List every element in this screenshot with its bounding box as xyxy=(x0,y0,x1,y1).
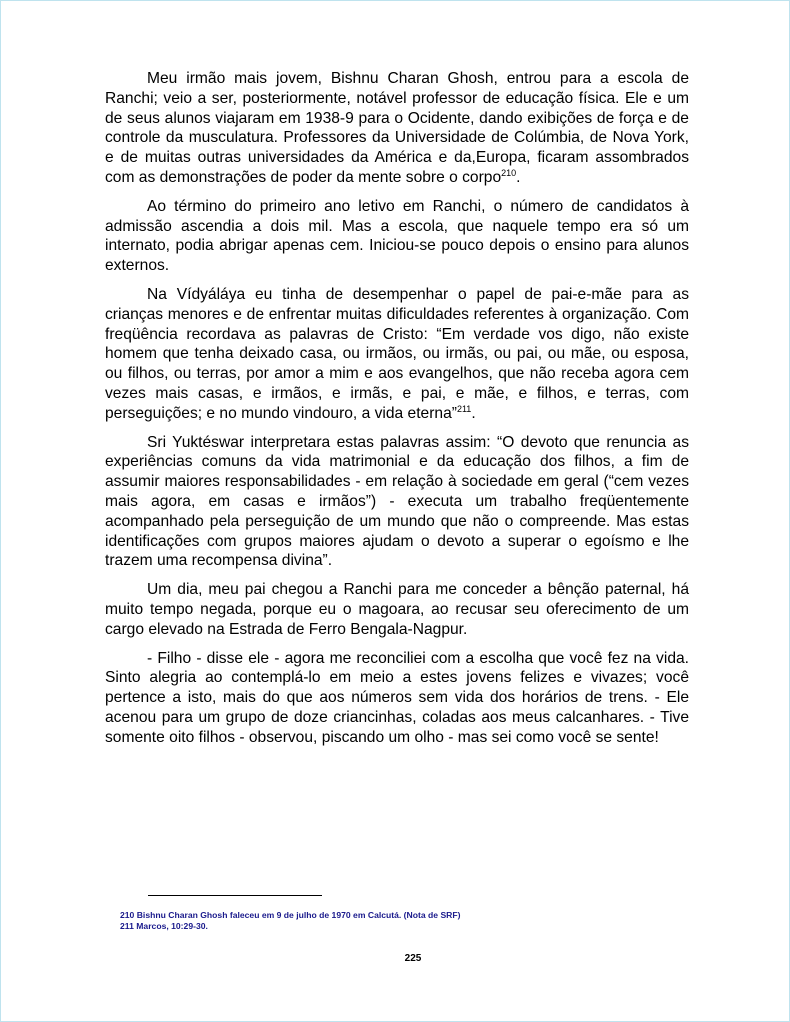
paragraph: Na Vídyáláya eu tinha de desempenhar o papel de pai-e-mãe para as crianças menores e de enfrentar muitas dificuldades referentes à organização. Com freqüência recordava as palavras de Cristo: “Em verdade vos digo, não existe homem que tenha deixado casa, ou irmãos, ou irmãs, ou pai, ou mãe, ou esposa, ou filhos, ou terras, por amor a mim e aos evangelhos, que não receba agora cem vezes mais casas, e irmãos, e irmãs, e pai, e mãe, e filhos, e terras, com perseguições; e no mundo vindouro, a vida eterna”$^{211}$. xyxy=(105,285,689,422)
body-text xyxy=(105,69,689,757)
paragraph: Ao término do primeiro ano letivo em Ranchi, o número de candidatos à admissão ascendia a dois mil. Mas a escola, que naquele tempo era só um internato, podia abrigar apenas cem. Iniciou-se pouco depois o ensino para alunos externos. xyxy=(105,197,689,275)
footnote-divider xyxy=(148,895,322,896)
paragraph: Um dia, meu pai chegou a Ranchi para me conceder a bênção paternal, há muito tempo negada, porque eu o magoara, ao recusar seu oferecimento de um cargo elevado na Estrada de Ferro Bengala-Nagpur. xyxy=(105,581,689,638)
footnote: 210 Bishnu Charan Ghosh faleceu em 9 de julho de 1970 em Calcutá. (Nota de SRF) xyxy=(120,910,461,920)
footnote: 211 Marcos, 10:29-30. xyxy=(120,921,208,931)
paragraph: - Filho - disse ele - agora me reconciliei com a escolha que você fez na vida. Sinto alegria ao contemplá-lo em meio a estes jovens felizes e vivazes; você pertence a isto, mais do que aos números sem vida dos horários de trens. - Ele acenou para um grupo de doze criancinhas, coladas aos meus calcanhares. - Tive somente oito filhos - observou, piscando um olho - mas sei como você se sente! xyxy=(105,649,689,746)
paragraph: Meu irmão mais jovem, Bishnu Charan Ghosh, entrou para a escola de Ranchi; veio a ser, posteriormente, notável professor de educação física. Ele e um de seus alunos viajaram em 1938-9 para o Ocidente, dando exibições de força e de controle da musculatura. Professores da Universidade de Colúmbia, de Nova York, e de muitas outras universidades da América e da,Europa, ficaram assombrados com as demonstrações de poder da mente sobre o corpo$^{210}$. xyxy=(105,70,689,186)
paragraph: Sri Yuktéswar interpretara estas palavras assim: “O devoto que renuncia as experiências comuns da vida matrimonial e da educação dos filhos, a fim de assumir maiores responsabilidades - em relação à sociedade em geral (“cem vezes mais agora, em casas e irmãos”) - executa um trabalho freqüentemente acompanhado pela perseguição de um mundo que não o compreende. Mas estas identificações com grupos maiores ajudam o devoto a superar o egoísmo e lhe trazem uma recompensa divina”. xyxy=(105,433,689,570)
footnote-reference: 211 xyxy=(456,403,472,414)
footnotes xyxy=(120,910,461,932)
footnote-reference: 210 xyxy=(501,167,517,178)
page-number: 225 xyxy=(404,953,422,964)
